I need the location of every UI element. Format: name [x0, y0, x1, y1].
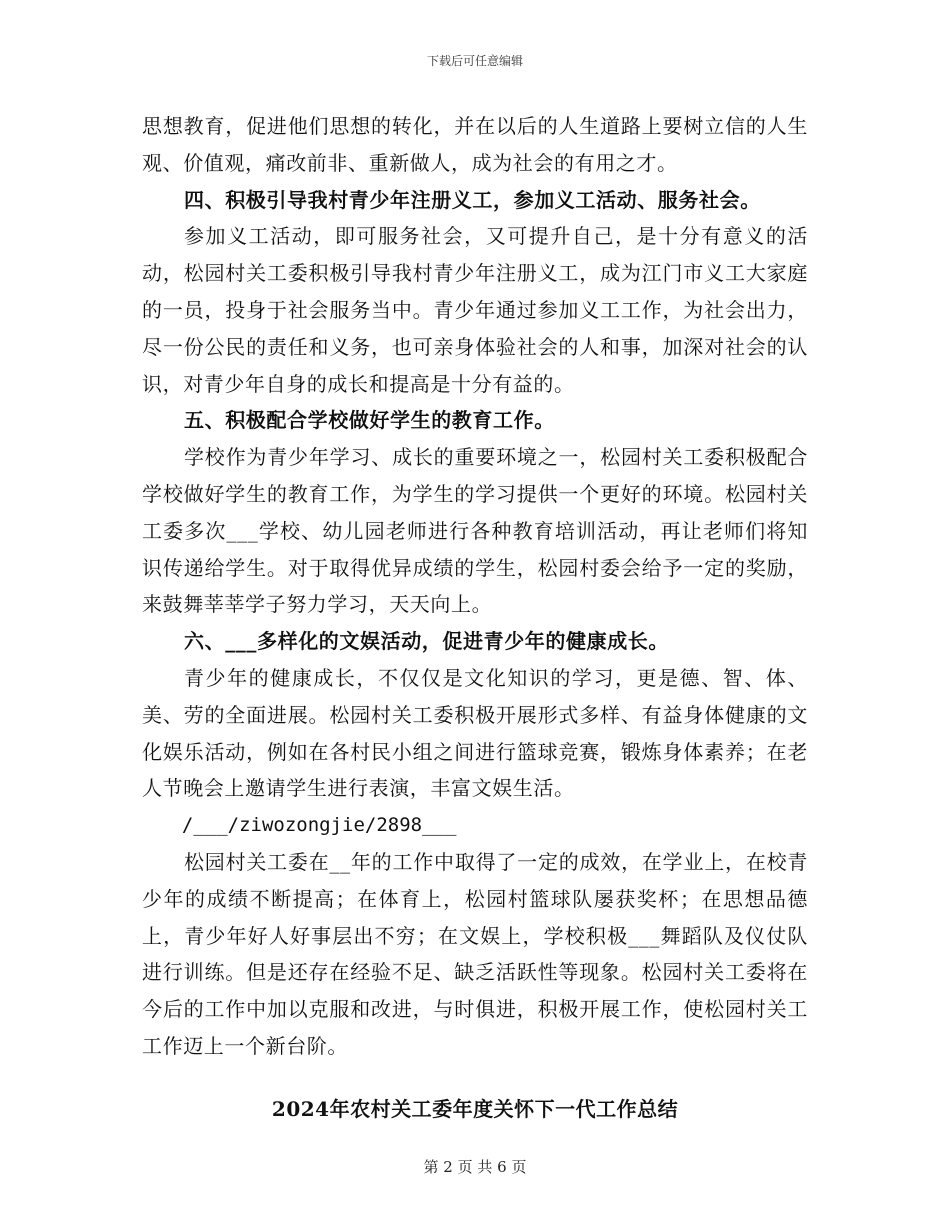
- section-heading-4: 四、积极引导我村青少年注册义工，参加义工活动、服务社会。: [184, 187, 761, 212]
- paragraph-entertainment: 青少年的健康成长，不仅仅是文化知识的学习，更是德、智、体、美、劳的全面进展。松园村关工委积极开展形式多样、有益身体健康的文化娱乐活动，例如在各村民小组之间进行篮球竞赛，锻炼身体素养；在老人节晚会上邀请学生进行表演，丰富文娱生活。: [142, 665, 808, 801]
- page-footer: 第 2 页 共 6 页: [423, 1158, 527, 1176]
- header-note: 下载后可任意编辑: [426, 54, 523, 68]
- paragraph-school-cooperation: 学校作为青少年学习、成长的重要环境之一，松园村关工委积极配合学校做好学生的教育工作，为学生的学习提供一个更好的环境。松园村关工委多次___学校、幼儿园老师进行各种教育培训活动，再让老师们将知识传递给学生。对于取得优异成绩的学生，松园村委会给予一定的奖励，来鼓舞莘莘学子努力学习，天天向上。: [142, 445, 808, 617]
- document-body: [142, 108, 808, 1065]
- paragraph-continuation: 思想教育，促进他们思想的转化，并在以后的人生道路上要树立信的人生观、价值观，痛改前非、重新做人，成为社会的有用之才。: [142, 114, 808, 175]
- paragraph-volunteer: 参加义工活动，即可服务社会，又可提升自己，是十分有意义的活动，松园村关工委积极引导我村青少年注册义工，成为江门市义工大家庭的一员，投身于社会服务当中。青少年通过参加义工工作，为社会出力，尽一份公民的责任和义务，也可亲身体验社会的人和事，加深对社会的认识，对青少年自身的成长和提高是十分有益的。: [142, 224, 808, 396]
- section-heading-5: 五、积极配合学校做好学生的教育工作。: [184, 408, 555, 433]
- paragraph-summary: 松园村关工委在__年的工作中取得了一定的成效，在学业上，在校青少年的成绩不断提高；在体育上，松园村篮球队屡获奖杯；在思想品德上，青少年好人好事层出不穷；在文娱上，学校积极___舞蹈队及仪仗队进行训练。但是还存在经验不足、缺乏活跃性等现象。松园村关工委将在今后的工作中加以克服和改进，与时俱进，积极开展工作，使松园村关工工作迈上一个新台阶。: [142, 849, 808, 1058]
- document-title: 2024年农村关工委年度关怀下一代工作总结: [271, 1097, 679, 1121]
- section-heading-6: 六、___多样化的文娱活动，促进青少年的健康成长。: [184, 629, 669, 654]
- link-path-line: /___/ziwozongjie/2898___: [181, 814, 457, 837]
